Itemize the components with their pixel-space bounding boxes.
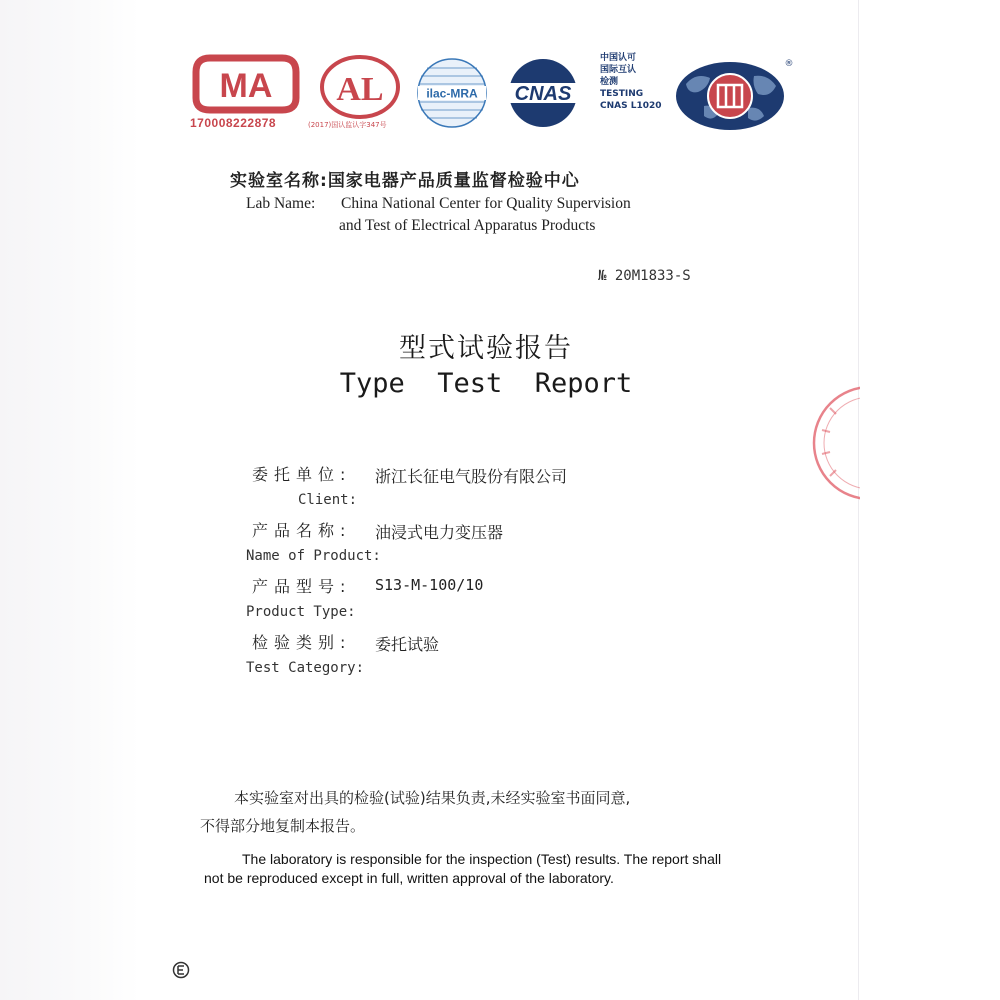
accreditation-logos: [190, 52, 800, 142]
notice-cn-line1: 本实验室对出具的检验(试验)结果负责,未经实验室书面同意,: [234, 789, 631, 807]
field-test-category: [246, 630, 806, 686]
lab-value-en-line1: China National Center for Quality Supervision: [341, 195, 631, 212]
cma-number: 170008222878: [190, 116, 277, 130]
cal-logo-text: AL: [336, 71, 384, 108]
notice-en-line2: not be reproduced except in full, written approval of the laboratory.: [204, 870, 614, 886]
partial-seal-stamp: [800, 378, 860, 508]
cnas-logo: [503, 56, 583, 130]
report-title-cn: 型式试验报告: [399, 333, 573, 364]
notice-en-line1: The laboratory is responsible for the inspection (Test) results. The report shall: [242, 851, 722, 867]
testing-line-3: 检测: [600, 77, 619, 87]
field-label-cn: 产品名称:: [252, 521, 352, 540]
ilac-mra-logo: [415, 56, 489, 130]
testing-line-1: 中国认可: [600, 53, 637, 63]
field-label-cn: 产品型号:: [252, 577, 352, 596]
report-title-en: Type Test Report: [339, 368, 633, 399]
cma-logo-text: MA: [219, 67, 273, 105]
report-fields: [246, 462, 806, 686]
lab-name-block: [230, 166, 790, 239]
lab-name-en: [230, 195, 790, 239]
testing-line-5: CNAS L1020: [600, 101, 662, 111]
field-label-cn: 委托单位:: [252, 465, 352, 484]
field-label-en: Test Category:: [246, 660, 365, 676]
registered-mark: ®: [784, 59, 794, 69]
cqc-globe-logo: [674, 54, 796, 134]
cal-caption: (2017)国认监认字347号: [308, 121, 387, 129]
field-value: 浙江长征电气股份有限公司: [375, 467, 568, 486]
cnas-testing-text: [600, 52, 672, 132]
field-product-type: [246, 574, 806, 630]
testing-line-2: 国际互认: [600, 65, 637, 75]
field-value: S13-M-100/10: [375, 576, 484, 594]
field-value: 委托试验: [375, 635, 440, 654]
field-label-cn: 检验类别:: [252, 633, 352, 652]
ilac-logo-text: ilac-MRA: [426, 86, 478, 101]
lab-value-cn: 国家电器产品质量监督检验中心: [327, 171, 580, 191]
testing-line-4: TESTING: [600, 89, 644, 99]
paper-shadow-edge: [0, 0, 140, 1000]
field-value: 油浸式电力变压器: [375, 523, 504, 542]
lab-name-cn: [230, 166, 790, 191]
field-label-en: Client:: [298, 492, 358, 508]
lab-label-cn: 实验室名称:: [230, 171, 328, 191]
field-label-en: Name of Product:: [246, 548, 381, 564]
notice-cn: [200, 784, 800, 840]
notice-en: [204, 850, 804, 888]
field-product-name: [246, 518, 806, 574]
lab-value-en-line2: and Test of Electrical Apparatus Products: [339, 217, 596, 234]
cnas-logo-text: CNAS: [514, 83, 572, 105]
notice-cn-line2: 不得部分地复制本报告。: [200, 817, 366, 835]
field-label-en: Product Type:: [246, 604, 356, 620]
page-right-margin: [858, 0, 1000, 1000]
field-client: [246, 462, 806, 518]
lab-label-en: Lab Name:: [246, 195, 316, 212]
report-number: № 20M1833-S: [598, 268, 691, 284]
corner-mark-icon: [172, 961, 190, 979]
